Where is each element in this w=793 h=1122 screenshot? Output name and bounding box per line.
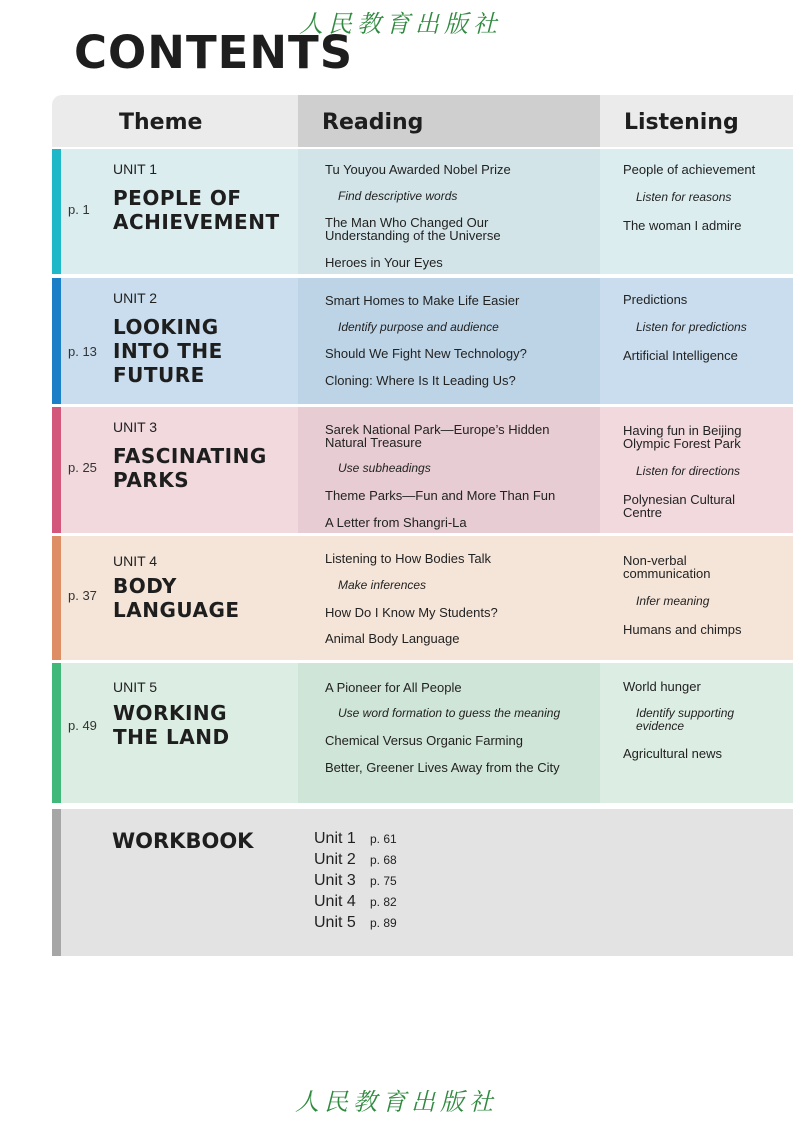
workbook-unit: Unit 5 bbox=[314, 914, 356, 931]
listening-skill: Listen for reasons bbox=[636, 190, 732, 204]
unit-page-number[interactable]: p. 37 bbox=[68, 588, 97, 603]
workbook-unit: Unit 2 bbox=[314, 851, 356, 868]
page-title: CONTENTS bbox=[74, 26, 354, 79]
reading-item[interactable]: The Man Who Changed Our bbox=[325, 215, 489, 230]
unit-color-stripe bbox=[52, 536, 61, 660]
workbook-item[interactable] bbox=[314, 851, 397, 869]
reading-item[interactable]: A Letter from Shangri-La bbox=[325, 515, 467, 530]
unit-page-number[interactable]: p. 13 bbox=[68, 344, 97, 359]
reading-item[interactable]: Smart Homes to Make Life Easier bbox=[325, 293, 520, 308]
workbook-color-stripe bbox=[52, 809, 61, 956]
unit-color-stripe bbox=[52, 407, 61, 533]
reading-skill: Identify purpose and audience bbox=[338, 320, 499, 334]
header-listening: Listening bbox=[600, 95, 793, 147]
unit-title[interactable]: LOOKING INTO THE FUTURE bbox=[113, 315, 223, 387]
reading-skill: Use word formation to guess the meaning bbox=[338, 706, 561, 720]
reading-item[interactable]: Theme Parks—Fun and More Than Fun bbox=[325, 488, 556, 503]
unit-title[interactable]: BODY LANGUAGE bbox=[113, 574, 240, 622]
listening-item-continued[interactable]: communication bbox=[623, 566, 711, 581]
unit-label: UNIT 5 bbox=[113, 679, 158, 695]
workbook-page: p. 89 bbox=[370, 916, 397, 930]
workbook-item[interactable] bbox=[314, 830, 397, 848]
reading-item[interactable]: Should We Fight New Technology? bbox=[325, 346, 527, 361]
unit-page-number[interactable]: p. 1 bbox=[68, 202, 90, 217]
reading-item[interactable]: Heroes in Your Eyes bbox=[325, 255, 443, 270]
reading-item[interactable]: Listening to How Bodies Talk bbox=[325, 551, 491, 566]
listening-item[interactable]: Humans and chimps bbox=[623, 622, 742, 637]
listening-skill: Listen for directions bbox=[636, 464, 741, 478]
unit-title[interactable]: WORKING THE LAND bbox=[113, 701, 230, 749]
workbook-title[interactable]: WORKBOOK bbox=[112, 829, 254, 853]
listening-item[interactable]: People of achievement bbox=[623, 162, 756, 177]
unit-color-stripe bbox=[52, 278, 61, 404]
workbook-unit: Unit 3 bbox=[314, 872, 356, 889]
unit-label: UNIT 1 bbox=[113, 161, 158, 177]
listening-skill-continued: evidence bbox=[636, 719, 685, 733]
reading-item-continued[interactable]: Understanding of the Universe bbox=[325, 228, 501, 243]
unit-label: UNIT 4 bbox=[113, 553, 158, 569]
listening-item[interactable]: Predictions bbox=[623, 292, 688, 307]
table-header bbox=[52, 95, 793, 147]
unit-color-stripe bbox=[52, 663, 61, 803]
listening-item[interactable]: Artificial Intelligence bbox=[623, 348, 738, 363]
listening-skill: Identify supporting bbox=[636, 706, 735, 720]
listening-item[interactable]: Non-verbal bbox=[623, 553, 687, 568]
unit-label: UNIT 3 bbox=[113, 419, 158, 435]
unit-row-4 bbox=[52, 536, 793, 660]
workbook-page: p. 75 bbox=[370, 874, 397, 888]
unit-row-3 bbox=[52, 407, 793, 533]
unit-label: UNIT 2 bbox=[113, 290, 158, 306]
unit-title[interactable]: PEOPLE OF ACHIEVEMENT bbox=[113, 186, 280, 234]
reading-item[interactable]: A Pioneer for All People bbox=[325, 680, 462, 695]
listening-item[interactable]: World hunger bbox=[623, 679, 701, 694]
workbook-item[interactable] bbox=[314, 872, 397, 890]
header-reading: Reading bbox=[298, 95, 600, 147]
reading-item[interactable]: Tu Youyou Awarded Nobel Prize bbox=[325, 162, 511, 177]
workbook-section bbox=[52, 809, 793, 956]
listening-skill: Listen for predictions bbox=[636, 320, 747, 334]
workbook-page: p. 68 bbox=[370, 853, 397, 867]
reading-item[interactable]: Better, Greener Lives Away from the City bbox=[325, 760, 560, 775]
workbook-item[interactable] bbox=[314, 914, 397, 932]
workbook-page: p. 82 bbox=[370, 895, 397, 909]
listening-item[interactable]: The woman I admire bbox=[623, 218, 742, 233]
reading-item[interactable]: How Do I Know My Students? bbox=[325, 605, 498, 620]
workbook-unit: Unit 1 bbox=[314, 830, 356, 847]
unit-page-number[interactable]: p. 49 bbox=[68, 718, 97, 733]
listening-skill: Infer meaning bbox=[636, 594, 710, 608]
reading-item-continued[interactable]: Natural Treasure bbox=[325, 435, 422, 450]
reading-skill: Make inferences bbox=[338, 578, 427, 592]
reading-item[interactable]: Chemical Versus Organic Farming bbox=[325, 733, 523, 748]
reading-skill: Find descriptive words bbox=[338, 189, 458, 203]
listening-item[interactable]: Polynesian Cultural bbox=[623, 492, 736, 507]
unit-row-1 bbox=[52, 149, 793, 274]
workbook-unit: Unit 4 bbox=[314, 893, 356, 910]
publisher-watermark-top: 人民教育出版社 bbox=[299, 10, 502, 38]
reading-item[interactable]: Sarek National Park—Europe’s Hidden bbox=[325, 422, 550, 437]
unit-title[interactable]: FASCINATING PARKS bbox=[113, 444, 267, 492]
listening-item[interactable]: Agricultural news bbox=[623, 746, 722, 761]
header-theme: Theme bbox=[52, 95, 298, 147]
unit-page-number[interactable]: p. 25 bbox=[68, 460, 97, 475]
publisher-watermark-bottom: 人民教育出版社 bbox=[295, 1088, 498, 1116]
listening-item-continued[interactable]: Olympic Forest Park bbox=[623, 436, 741, 451]
workbook-item[interactable] bbox=[314, 893, 397, 911]
unit-row-2 bbox=[52, 278, 793, 404]
workbook-page: p. 61 bbox=[370, 832, 397, 846]
listening-item[interactable]: Having fun in Beijing bbox=[623, 423, 742, 438]
unit-row-5 bbox=[52, 663, 793, 803]
unit-color-stripe bbox=[52, 149, 61, 274]
listening-item-continued[interactable]: Centre bbox=[623, 505, 663, 520]
reading-skill: Use subheadings bbox=[338, 461, 431, 475]
reading-item[interactable]: Cloning: Where Is It Leading Us? bbox=[325, 373, 516, 388]
reading-item[interactable]: Animal Body Language bbox=[325, 631, 460, 646]
